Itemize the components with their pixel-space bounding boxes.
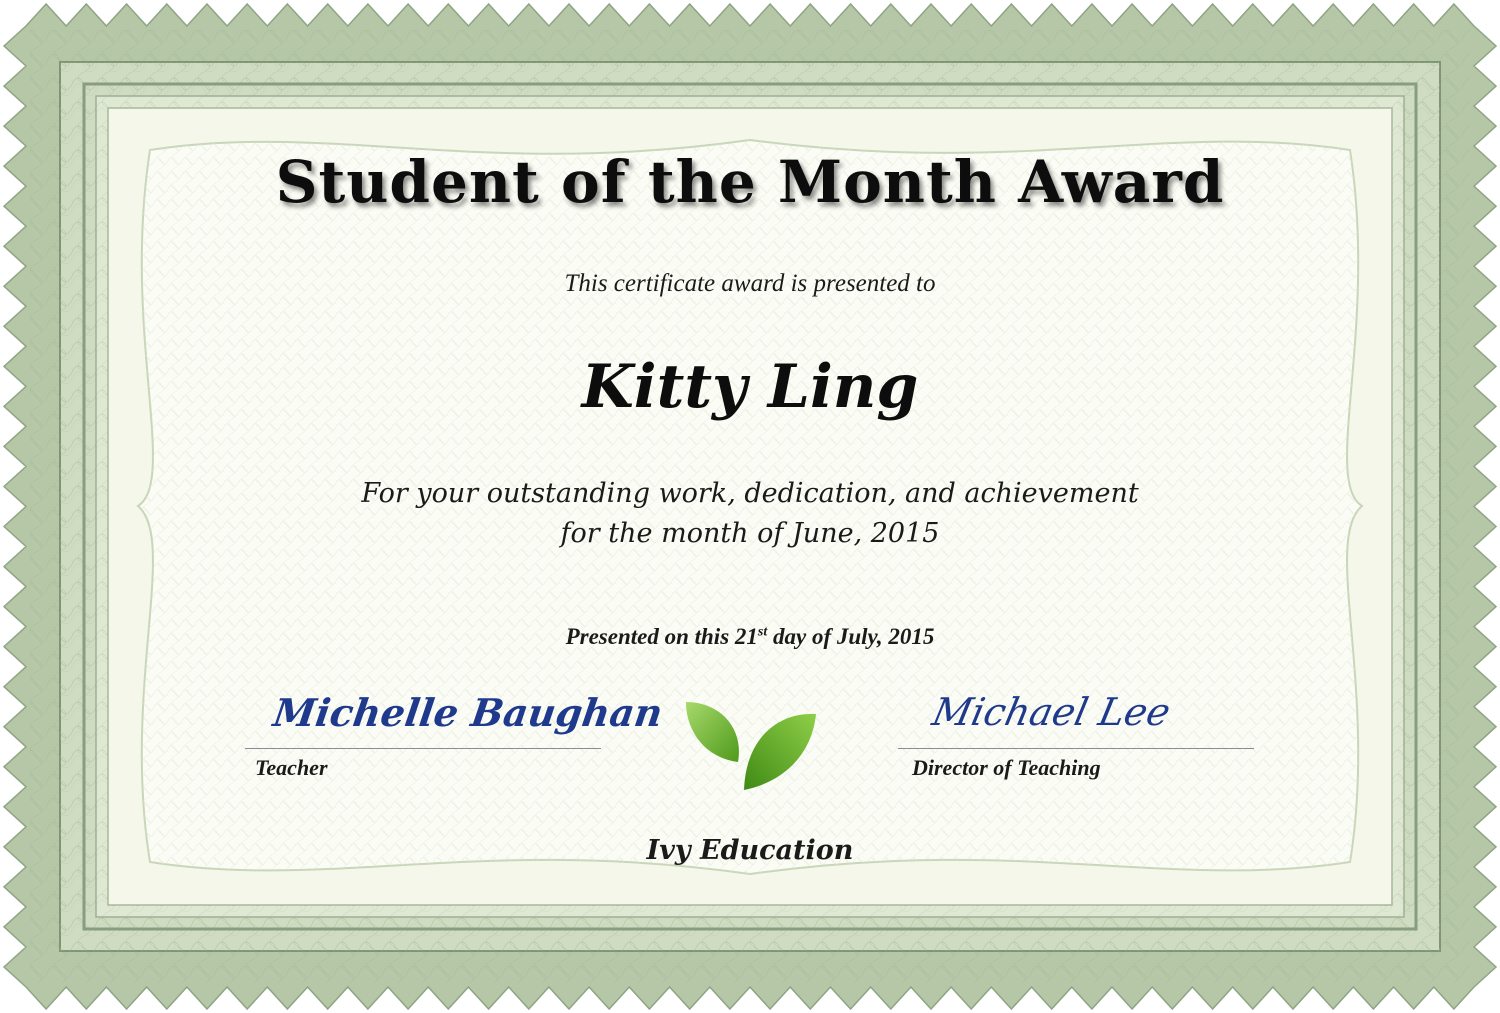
signature-line bbox=[245, 748, 601, 749]
director-signature: Michael Lee bbox=[928, 690, 1175, 734]
award-reason-line-1: For your outstanding work, dedication, and achievement bbox=[361, 478, 1139, 509]
date-suffix: day of July, 2015 bbox=[767, 624, 935, 649]
award-reason bbox=[0, 474, 1500, 554]
teacher-role: Teacher bbox=[255, 755, 328, 780]
recipient-name: Kitty Ling bbox=[581, 352, 919, 422]
date-prefix: Presented on this 21 bbox=[565, 624, 758, 649]
presented-to-text: This certificate award is presented to bbox=[564, 270, 936, 297]
left-signature-block bbox=[245, 690, 666, 781]
right-signature-block bbox=[898, 690, 1254, 781]
certificate-title: Student of the Month Award bbox=[275, 148, 1225, 216]
date-ordinal: st bbox=[757, 624, 768, 640]
director-role: Director of Teaching bbox=[912, 755, 1101, 780]
presentation-date bbox=[0, 624, 1500, 650]
organization-name: Ivy Education bbox=[646, 835, 854, 866]
green-leaves-icon bbox=[680, 698, 820, 794]
award-reason-line-2: for the month of June, 2015 bbox=[560, 518, 940, 549]
signature-line bbox=[898, 748, 1254, 749]
teacher-signature: Michelle Baughan bbox=[270, 690, 666, 735]
